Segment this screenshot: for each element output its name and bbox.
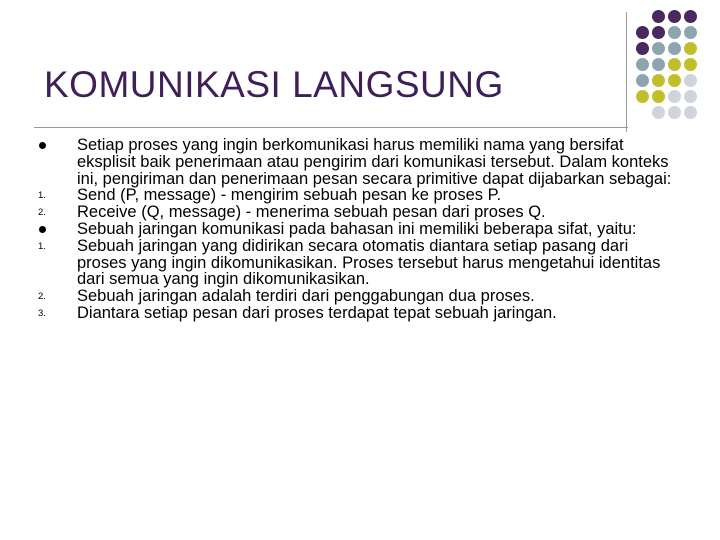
decorative-dot [636,90,649,103]
slide-title: KOMUNIKASI LANGSUNG [44,64,504,105]
list-item [38,288,678,305]
decorative-dot [668,26,681,39]
decorative-dot [668,10,681,23]
list-item-text: Send (P, message) - mengirim sebuah pesan ke proses P. [77,186,502,205]
decorative-dot [652,74,665,87]
decorative-dot [652,106,665,119]
list-item [38,137,678,187]
decorative-dot [668,90,681,103]
list-item [38,305,678,322]
decorative-dot [636,58,649,71]
decorative-dot [652,10,665,23]
decorative-dot [652,90,665,103]
decorative-dot [636,26,649,39]
bullet-list [38,137,678,322]
decorative-dot [684,42,697,55]
list-item [38,221,678,238]
decorative-dot [684,58,697,71]
decorative-dot [684,74,697,87]
list-number: 1. [38,190,46,202]
vertical-divider [626,12,627,132]
decorative-dot [684,10,697,23]
decorative-dot [652,42,665,55]
list-number: 3. [38,307,46,319]
list-item [38,204,678,221]
decorative-dot [636,74,649,87]
decorative-dot [636,42,649,55]
decorative-dot [668,42,681,55]
list-item-text: Sebuah jaringan adalah terdiri dari penggabungan dua proses. [77,287,535,306]
list-item-text: Setiap proses yang ingin berkomunikasi harus memiliki nama yang bersifat eksplisit baik penerimaan atau pengirim dari komunikasi tersebut. Dalam konteks ini, pengiriman dan penerimaan pesan secara primitive dapat dijabarkan sebagai: [77,136,672,188]
decorative-dot [684,106,697,119]
list-item-text: Sebuah jaringan komunikasi pada bahasan ini memiliki beberapa sifat, yaitu: [77,219,637,238]
decorative-dot [668,58,681,71]
decorative-dot [652,26,665,39]
decorative-dot [652,58,665,71]
list-item [38,187,678,204]
list-item [38,238,678,288]
decorative-dot [684,90,697,103]
list-number: 2. [38,291,46,303]
list-number: 1. [38,240,46,252]
list-item-text: Sebuah jaringan yang didirikan secara otomatis diantara setiap pasang dari proses yang ingin dikomunikasikan. Proses tersebut harus mengetahui identitas dari semua yang ingin dikomunikasikan. [77,236,661,289]
list-item-text: Diantara setiap pesan dari proses terdapat tepat sebuah jaringan. [77,303,557,322]
decorative-dot [668,106,681,119]
decorative-dot-grid [636,10,716,150]
title-divider [34,127,628,128]
list-number: 2. [38,207,46,219]
decorative-dot [668,74,681,87]
decorative-dot [684,26,697,39]
list-item-text: Receive (Q, message) - menerima sebuah pesan dari proses Q. [77,203,546,222]
